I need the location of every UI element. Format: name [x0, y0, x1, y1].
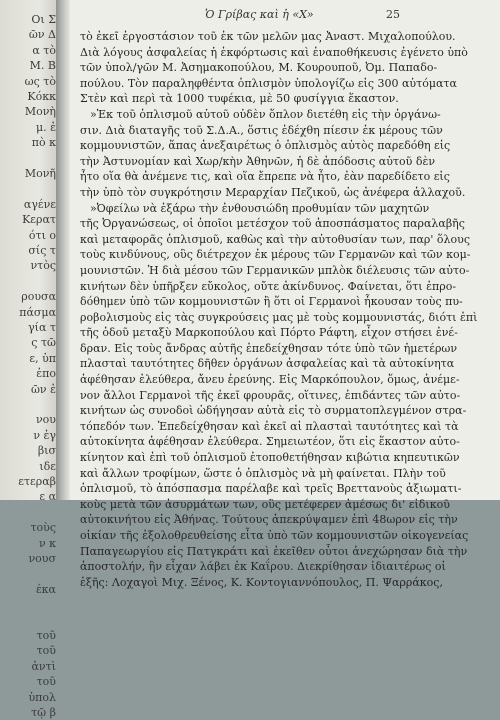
left-page-fragment: ὑπολ: [28, 690, 56, 704]
text-line: ὁπλισμοῦ, τὸ ἀπόσπασμα παρέλαβε καὶ τρεῖς Βρεττανοὺς ἀξιωματι-: [80, 482, 462, 496]
body-text: [80, 29, 478, 590]
left-page-fragment: ως τὸ: [24, 74, 56, 88]
text-line: τῆς Ὀργανώσεως, οἱ ὁποῖοι μετέσχον τοῦ ἀποσπάσματος παραλαβῆς: [80, 217, 465, 231]
text-line: Παπαγεωργίου εἰς Πατγκράτι καὶ ἐκεῖθεν οὗτοι ἀνεχώρησαν διὰ τὴν: [80, 544, 468, 558]
text-line: αὐτοκίνητα ἀφέθησαν ἐλεύθερα. Σημειωτέον, ὅτι εἰς ἕκαστον αὐτο-: [80, 435, 460, 449]
left-page-fragment: Μονῆ: [24, 167, 56, 180]
text-line: τόπεδόν των. Ἐπεδείχθησαν καὶ ἐκεῖ αἱ πλασταὶ ταυτότητες καὶ τὰ: [80, 419, 459, 433]
left-page-fragment: τοὺς: [30, 521, 56, 535]
left-page-fragment: μ. ἐ: [35, 120, 56, 134]
left-page-fragment: ρουσα: [21, 290, 56, 304]
running-title: Ὁ Γρίβας καὶ ἡ «Χ»: [205, 8, 314, 21]
text-line: μουνιστῶν. Ἡ διὰ μέσου τῶν Γερμανικῶν μπλὸκ διέλευσις τῶν αὐτο-: [80, 263, 470, 277]
left-page-fragment: ν ἐγ: [33, 428, 56, 442]
left-page-fragment: τοῦ: [36, 644, 56, 658]
text-line: δραν. Εἰς τοὺς ἄνδρας αὐτῆς ἐπεδείχθησαν τότε ὑπὸ τῶν ἡμετέρων: [80, 341, 458, 355]
left-page-fragment: ς τῶ: [31, 336, 56, 350]
text-line: Στὲν καὶ περὶ τὰ 1000 τυφέκια, μὲ 50 φυσίγγια ἕκαστον.: [80, 92, 399, 106]
left-page-fragment: α τὸ: [32, 43, 56, 57]
text-line: πλασταὶ ταυτότητες δῆθεν ὀργάνων ἀσφαλείας καὶ τὰ αὐτοκίνητα: [80, 357, 455, 371]
text-line: ἑξῆς: Λοχαγοὶ Μιχ. Ξένος, Κ. Κοντογιαννόπουλος, Π. Ψαρράκος,: [80, 575, 443, 589]
left-page-fragment: τοῦ: [36, 629, 56, 642]
text-line: σιν. Διὰ διαταγῆς τοῦ Σ.Δ.Α., ὅστις ἐδέχθη πίεσιν ἐκ μέρους τῶν: [80, 123, 443, 137]
text-line: οἰκίαν τῆς ἐξολοθρευθείσης εἶτα ὑπὸ τῶν κομμουνιστῶν οἰκογενείας: [80, 529, 469, 542]
left-page-fragment: πὸ κ: [31, 136, 56, 150]
text-line: αὐτοκινήτου εἰς Ἀθήνας. Τούτους ἀπεκρύψαμεν ἐπὶ 48ωρον εἰς τὴν: [80, 513, 458, 527]
left-page-fragment: νουσ: [28, 552, 56, 565]
text-line: κινήτων ὡς συνοδοὶ ὡδήγησαν αὐτὰ εἰς τὸ συρματοπλεγμένον στρα-: [80, 404, 467, 418]
text-line: ροβολισμοὺς εἰς τὰς συγκρούσεις μας μὲ τοὺς κομμουνιστάς, διότι ἐπὶ: [80, 310, 478, 324]
left-page-fragment: ἐπο: [36, 367, 56, 381]
left-page-fragment: ῶν ἐ: [30, 382, 56, 396]
text-line: ἀφέθησαν ἐλεύθερα, ἄνευ ἐρεύνης. Εἰς Μαρκόπουλον, ὅμως, ἀνέμε-: [80, 373, 460, 387]
text-line: κοὺς μετὰ τῶν ἀσυρμάτων των, οὓς μετέφερεν ἀμέσως δι' εἰδικοῦ: [80, 497, 450, 511]
left-page-fragment: τῷ β: [31, 706, 56, 719]
left-page-fragment: ε α: [39, 490, 56, 504]
text-line: νον ἄλλοι Γερμανοὶ τῆς ἐκεῖ φρουρᾶς, οἵτινες, ἐπιδάντες τῶν αὐτο-: [80, 388, 461, 402]
left-page-fragment: Κόκκ: [27, 90, 56, 103]
text-line: ἦτο οἵα θὰ ἀνέμενε τις, καὶ οἵα ἔπρεπε νὰ ἦτο, ἐὰν παρεδίδετο εἰς: [80, 170, 450, 184]
left-page-fragment: Οι Σ: [31, 13, 56, 26]
left-page-fragment: Κερατ: [22, 213, 56, 227]
left-page-fragment: Μονὴ: [24, 105, 56, 119]
text-line: τὴν Ἀστυνομίαν καὶ Χωρ/κὴν Ἀθηνῶν, ἡ δὲ ἀπόδοσις αὐτοῦ δὲν: [80, 154, 436, 168]
text-line: »Ἐκ τοῦ ὁπλισμοῦ αὐτοῦ οὐδὲν ὅπλον διετέθη εἰς τὴν ὀργάνω-: [90, 107, 441, 121]
left-page-fragment: Μ. Β: [29, 59, 56, 73]
left-page-fragment: έκα: [35, 582, 56, 596]
right-page: [70, 0, 500, 589]
left-page-fragment: νου: [36, 413, 56, 427]
page-number: 25: [386, 8, 400, 21]
left-page-fragment: ῶν Δ: [28, 28, 56, 42]
left-page-fragment: ετεραβ: [18, 475, 56, 488]
text-line: πούλου. Τὸν παραληφθέντα ὁπλισμὸν ὑπολογίζω εἰς 300 αὐτόματα: [80, 76, 457, 90]
left-page-fragment: σίς τ: [28, 244, 56, 257]
text-line: κίνητον καὶ ἐπὶ τοῦ ὁπλισμοῦ ἐτοποθετήθησαν κιβώτια κηπευτικῶν: [80, 451, 460, 465]
left-page-fragment: ντὸς: [30, 259, 56, 273]
left-page-fragment: ιδε: [39, 459, 56, 473]
left-page-fragment: γία τ: [28, 321, 56, 334]
text-line: κομμουνιστῶν, ἅπας ἀνεξαιρέτως ὁ ὁπλισμὸς αὐτὸς παρεδόθη εἰς: [80, 139, 451, 153]
left-page-edge: [0, 0, 56, 719]
text-line: τοὺς κινδύνους, οὓς διέτρεχον ἐκ μέρους τῶν Γερμανῶν καὶ τῶν κομ-: [80, 248, 471, 262]
left-page-fragment: τοῦ: [36, 675, 56, 689]
text-line: δόθημεν ὑπὸ τῶν κομμουνιστῶν ἢ ὅτι οἱ Γερμανοὶ ἦκουσαν τοὺς πυ-: [80, 295, 463, 309]
left-page-fragment: πάσμα: [19, 305, 56, 319]
text-line: ἀποστολήν, ἣν εἶχαν λάβει ἐκ Καΐρου. Διεκρίθησαν ἰδιαιτέρως οἱ: [80, 560, 446, 574]
text-line: κινήτων δὲν ὑπῆρξεν εὔκολος, οὔτε ἀκίνδυνος. Φαίνεται, ὅτι ἐπρο-: [80, 279, 457, 293]
text-line: τὸ ἐκεῖ ἐργοστάσιον τοῦ ἐκ τῶν μελῶν μας Ἀναστ. Μιχαλοπούλου.: [80, 30, 456, 43]
text-line: »Ὀφείλω νὰ ἐξάρω τὴν ἐνθουσιώδη προθυμίαν τῶν μαχητῶν: [90, 201, 430, 215]
text-line: τὴν ὑπὸ τὸν συγκρότησιν Μεραρχίαν Πεζικοῦ, ὡς ἀνέφερα ἀλλαχοῦ.: [80, 185, 466, 199]
text-line: τῆς ὁδοῦ μεταξὺ Μαρκοπούλου καὶ Πόρτο Ράφτη, εἶχον στήσει ἐνέ-: [80, 326, 458, 340]
text-line: τῶν ὑπολ/γῶν Μ. Ἀσημακοπούλου, Μ. Κουρουποῦ, Ὀμ. Παπαδο-: [80, 61, 438, 75]
left-page-fragment: ἀντὶ: [31, 659, 56, 673]
left-page-fragment: ότι ο: [28, 228, 56, 242]
text-line: καὶ μεταφορᾶς ὁπλισμοῦ, καθὼς καὶ τὴν αὐτοθυσίαν των, παρ' ὅλους: [80, 232, 470, 246]
text-line: καὶ ἄλλων τροφίμων, ὥστε ὁ ὁπλισμὸς νὰ μὴ φαίνεται. Πλὴν τοῦ: [80, 466, 446, 480]
left-page-fragment: ε, ὑπ: [29, 351, 56, 365]
book-gutter: [56, 0, 70, 500]
text-line: Διὰ λόγους ἀσφαλείας ἡ ἐκφόρτωσις καὶ ἐναποθήκευσις ἐγένετο ὑπὸ: [80, 45, 468, 59]
left-page-fragment: βισ: [37, 444, 56, 458]
left-page-fragment: ν κ: [38, 536, 56, 550]
left-page-fragment: αγένε: [23, 197, 56, 211]
